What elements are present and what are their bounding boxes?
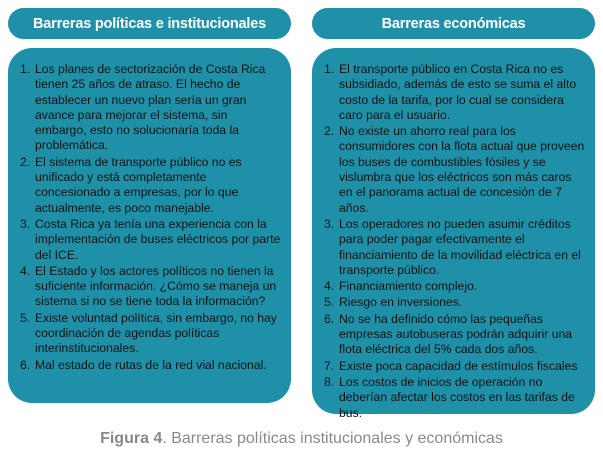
list-item: [322, 312, 585, 358]
list-item: [18, 155, 281, 216]
list-item-text: No se ha definido cómo las pequeñas empresas autobuseras podrán adquirir una flota eléctrica del 5% cada dos años.: [339, 311, 573, 357]
economic-barriers-list: [322, 62, 585, 421]
list-item: [322, 295, 585, 310]
list-item: [18, 264, 281, 310]
list-item-text: Costa Rica ya tenía una experiencia con la implementación de buses eléctricos por parte del ICE.: [35, 216, 281, 262]
list-item-number: 3.: [324, 216, 335, 231]
list-item-text: Los costos de inicios de operación no deberían afectar los costos en las tarifas de bus.: [339, 374, 575, 420]
political-barriers-list: [18, 62, 281, 373]
figure-caption-text: . Barreras políticas institucionales y económicas: [162, 430, 503, 447]
list-item-number: 2.: [324, 124, 335, 139]
list-item-number: 2.: [20, 154, 31, 169]
list-item-text: Financiamiento complejo.: [339, 279, 478, 294]
list-item: [322, 375, 585, 421]
list-item-text: Riesgo en inversiones.: [339, 295, 463, 310]
list-item-text: El sistema de transporte público no es unificado y está completamente concesionado a empresas, por lo que actualmente, es poco manejable.: [35, 154, 242, 215]
list-item: [18, 311, 281, 357]
list-item-number: 6.: [324, 311, 335, 326]
political-barriers-title: Barreras políticas e institucionales: [8, 8, 291, 39]
list-item-number: 4.: [20, 263, 31, 278]
list-item: [322, 62, 585, 123]
list-item-text: Los operadores no pueden asumir créditos para poder pagar efectivamente el financiamiento de la movilidad eléctrica en el transporte público.: [339, 216, 581, 277]
political-barriers-panel: [8, 8, 291, 403]
list-item-text: Existe voluntad política, sin embargo, no hay coordinación de agendas políticas interinstitucionales.: [35, 310, 277, 356]
list-item: [18, 358, 281, 373]
list-item-text: El transporte público en Costa Rica no es subsidiado, además de esto se suma el alto costo de la tarifa, por lo cual se considera caro para el usuario.: [339, 62, 577, 122]
figure-caption: [0, 430, 603, 448]
list-item: [322, 359, 585, 374]
list-item-text: No existe un ahorro real para los consumidores con la flota actual que proveen los buses de combustibles fósiles y se vislumbra que los eléctricos son más caros en el panorama actual de concesión de 7 años.: [339, 124, 585, 215]
list-item-number: 7.: [324, 358, 335, 373]
list-item: [18, 62, 281, 154]
list-item: [322, 124, 585, 216]
list-item-text: Mal estado de rutas de la red vial nacional.: [35, 357, 267, 372]
list-item-number: 6.: [20, 357, 31, 372]
list-item-text: El Estado y los actores políticos no tienen la suficiente información. ¿Cómo se maneja un sistema si no se tiene toda la información?: [35, 263, 277, 309]
list-item-text: Los planes de sectorización de Costa Rica tienen 25 años de atraso. El hecho de establecer un nuevo plan sería un gran avance para mejorar el sistema, sin embargo, esto no solucionaría toda la problemática.: [35, 62, 266, 153]
list-item-number: 1.: [20, 62, 31, 76]
list-item: [322, 217, 585, 278]
economic-barriers-title: Barreras económicas: [312, 8, 595, 39]
economic-barriers-box: [312, 48, 595, 420]
list-item-number: 4.: [324, 279, 335, 294]
list-item-number: 3.: [20, 216, 31, 231]
list-item-number: 1.: [324, 62, 335, 76]
list-item-text: Existe poca capacidad de estímulos fiscales: [339, 358, 578, 373]
list-item-number: 5.: [324, 295, 335, 310]
list-item: [18, 217, 281, 263]
economic-barriers-panel: [312, 8, 595, 420]
list-item-number: 5.: [20, 310, 31, 325]
political-barriers-box: [8, 48, 291, 403]
list-item: [322, 279, 585, 294]
figure-label: Figura 4: [100, 430, 163, 447]
list-item-number: 8.: [324, 374, 335, 389]
